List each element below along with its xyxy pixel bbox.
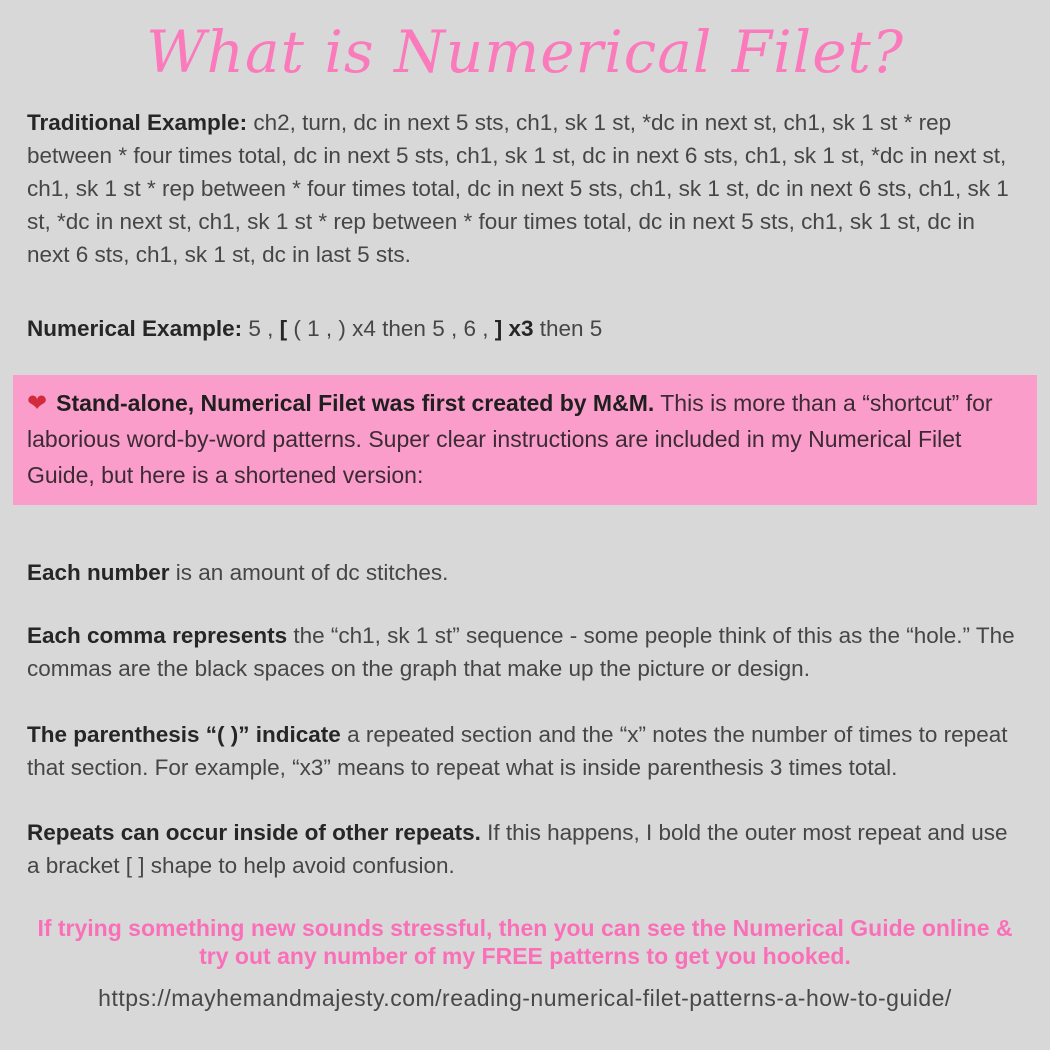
parenthesis-paragraph [27,718,1023,784]
each-number-text: is an amount of dc stitches. [169,560,449,585]
traditional-example-text: ch2, turn, dc in next 5 sts, ch1, sk 1 st, *dc in next st, ch1, sk 1 st * rep between * four times total, dc in next 5 sts, ch1, sk 1 st, dc in next 6 sts, ch1, sk 1 st, *dc in next st, ch1, sk 1 st * rep between * four times total, dc in next 5 sts, ch1, sk 1 st, dc in next 6 sts, ch1, sk 1 st, *dc in next st, ch1, sk 1 st * rep between * four times total, dc in next 5 sts, ch1, sk 1 st, dc in next 6 sts, ch1, sk 1 st, dc in last 5 sts. [27,110,1009,267]
cta-line1: If trying something new sounds stressful, then you can see the Numerical Guide online & [37,915,1013,941]
repeats-label: Repeats can occur inside of other repeats. [27,820,481,845]
highlight-bold-text: Stand-alone, Numerical Filet was first created by M&M. [56,390,655,416]
numerical-example-open-bracket: [ [279,316,288,341]
each-comma-label: Each comma represents [27,623,288,648]
numerical-example-label: Numerical Example: [27,316,243,341]
traditional-example-label: Traditional Example: [27,110,248,135]
numerical-example-paragraph [27,312,1023,345]
each-number-label: Each number [27,560,170,585]
website-url: https://mayhemandmajesty.com/reading-numerical-filet-patterns-a-how-to-guide/ [98,985,952,1011]
parenthesis-text: a repeated section and the “x” notes the number of times to repeat that section. For example, “x3” means to repeat what is inside parenthesis 3 times total. [27,722,1008,780]
repeats-paragraph [27,816,1023,882]
parenthesis-label: The parenthesis “( )” indicate [27,722,341,747]
cta-line2: try out any number of my FREE patterns to get you hooked. [199,943,851,969]
page-title: What is Numerical Filet? [146,18,904,86]
each-number-paragraph [27,556,1023,589]
cta-text [27,914,1023,970]
numerical-example-part3: then 5 [533,316,603,341]
numerical-example-close-bracket: ] x3 [494,316,534,341]
highlight-box [13,375,1037,505]
heart-icon: ❤ [27,389,48,417]
highlight-text: This is more than a “shortcut” for laborious word-by-word patterns. Super clear instructions are included in my Numerical Filet Guide, but here is a shortened version: [27,390,993,488]
each-comma-paragraph [27,619,1023,685]
each-comma-text: the “ch1, sk 1 st” sequence - some people think of this as the “hole.” The commas are the black spaces on the graph that make up the picture or design. [27,623,1015,681]
numerical-example-part1: 5 , [242,316,280,341]
traditional-example-paragraph [27,106,1023,271]
repeats-text: If this happens, I bold the outer most repeat and use a bracket [ ] shape to help avoid confusion. [27,820,1008,878]
numerical-example-part2: ( 1 , ) x4 then 5 , 6 , [287,316,495,341]
